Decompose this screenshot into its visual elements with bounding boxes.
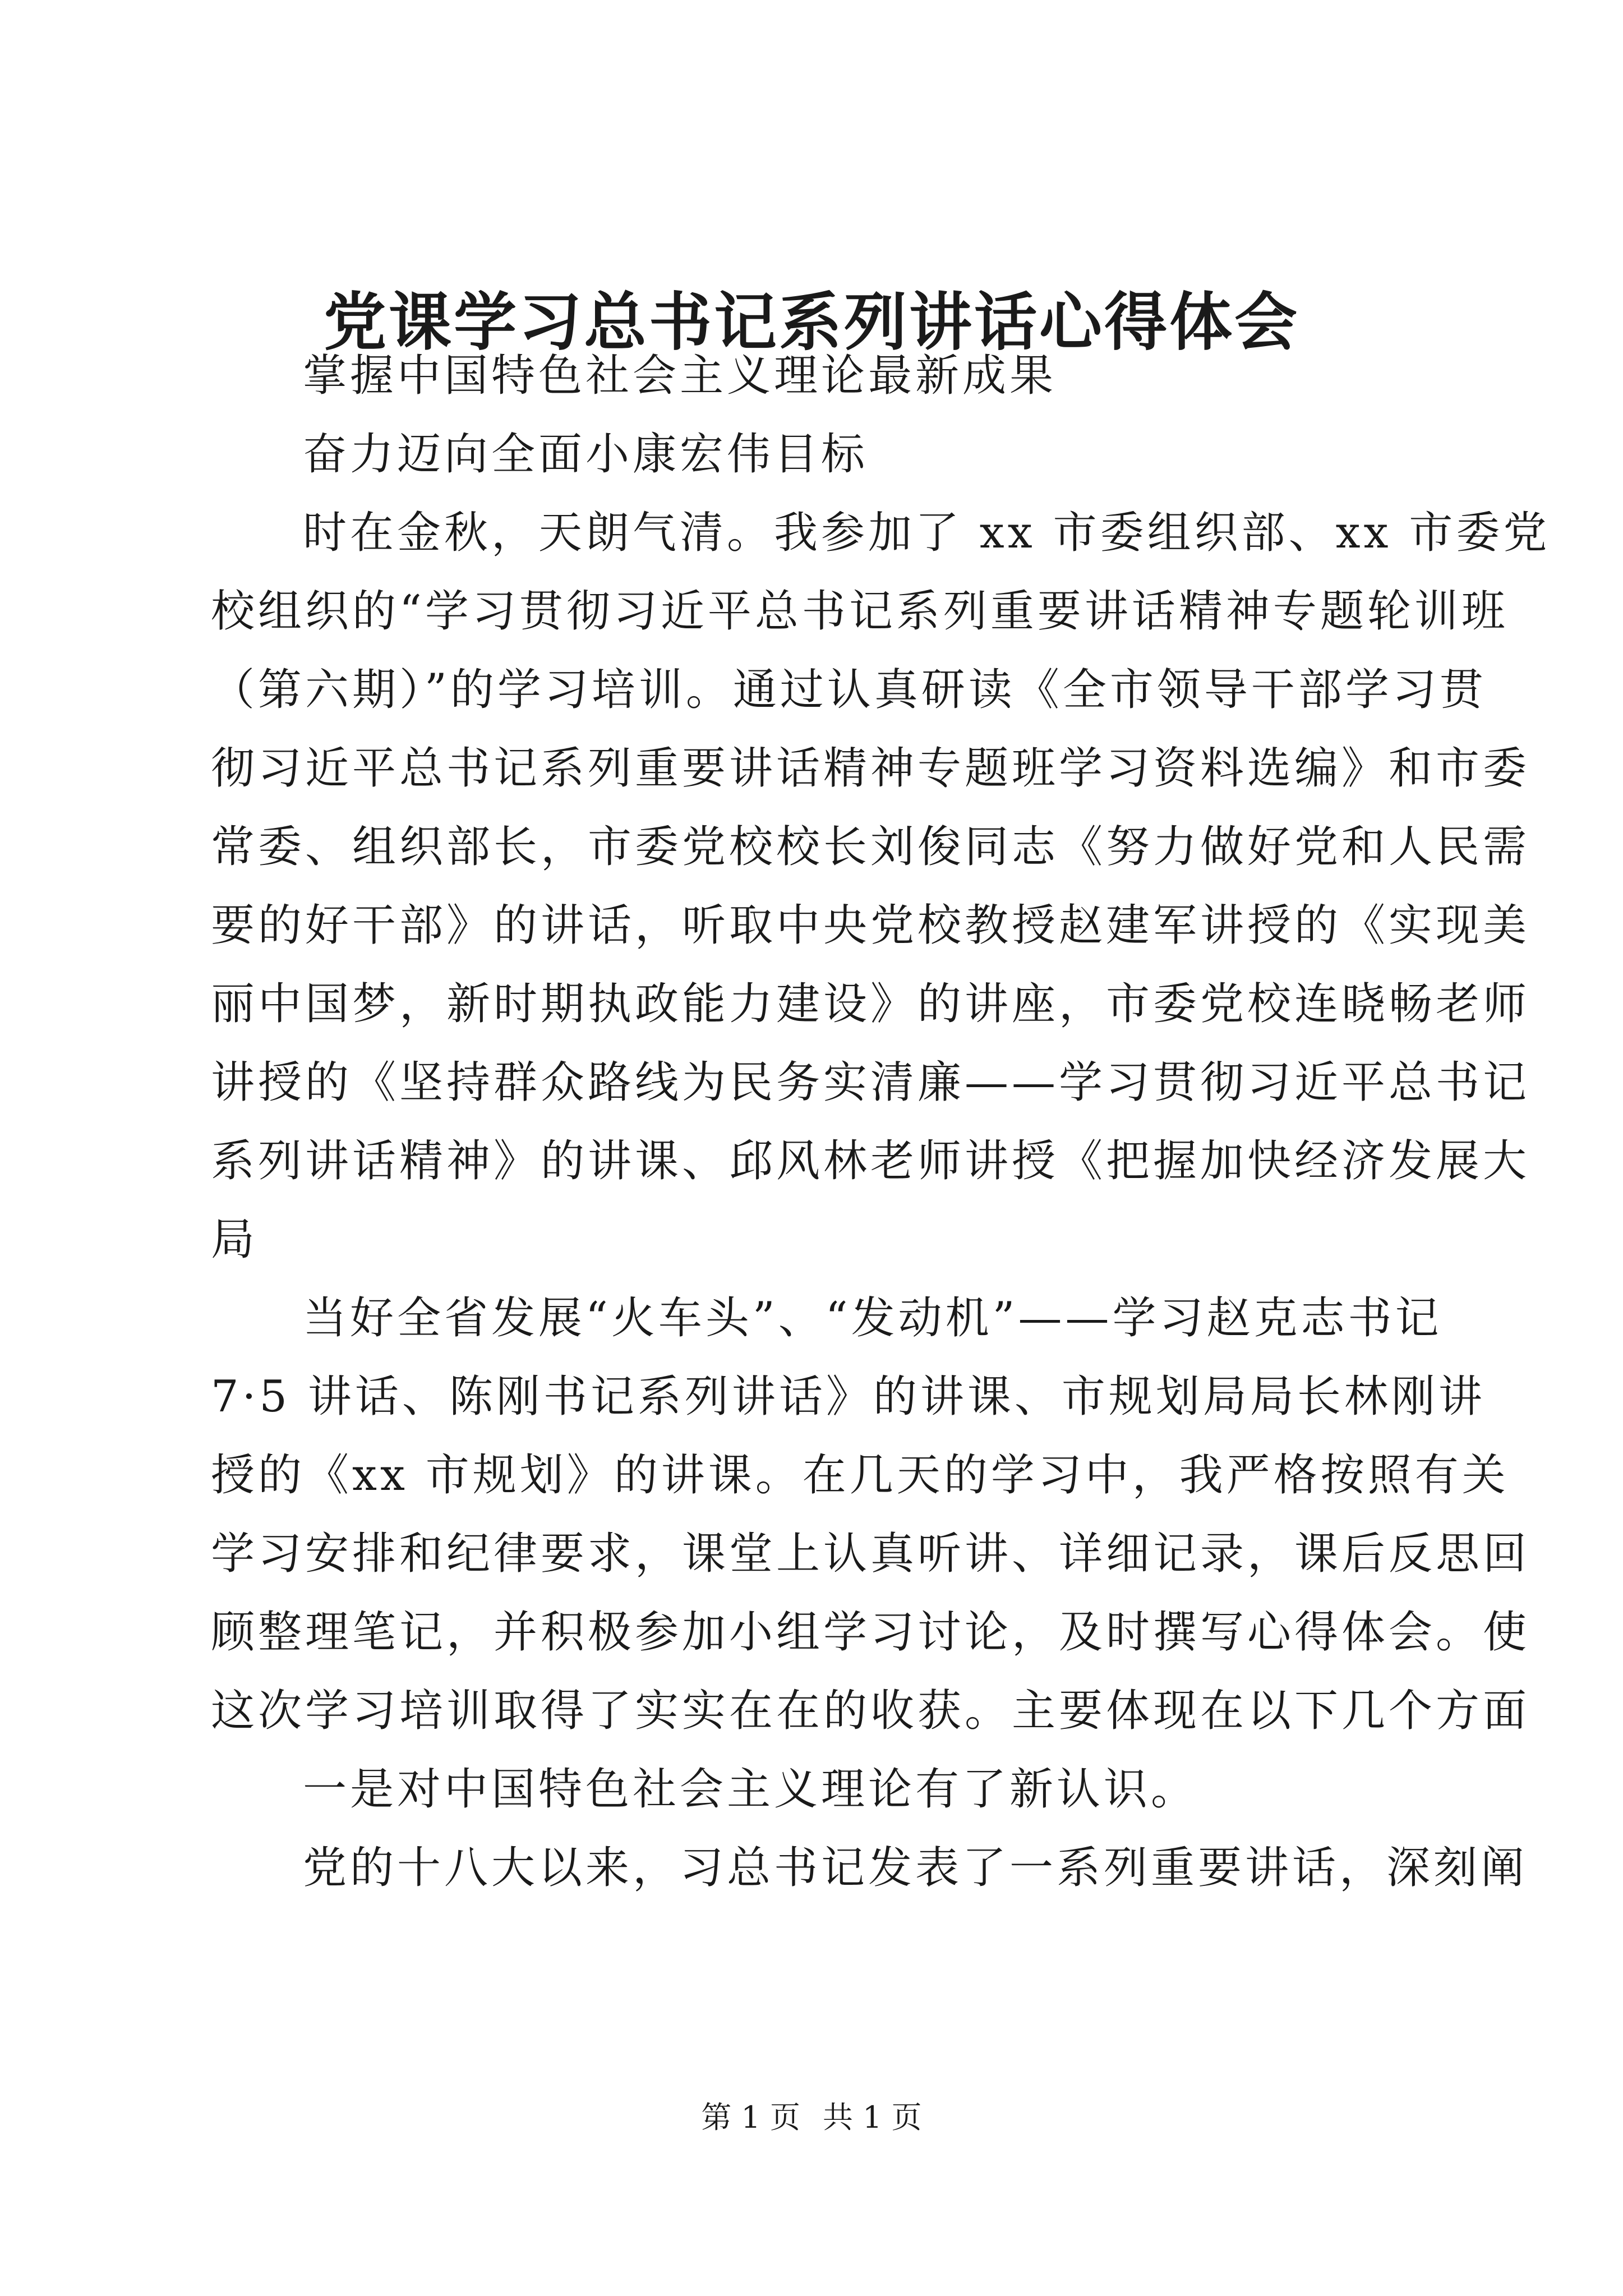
paragraph-line: 学习安排和纪律要求，课堂上认真听讲、详细记录，课后反思回 [211, 1529, 1530, 1579]
paragraph-line: 常委、组织部长，市委党校校长刘俊同志《努力做好党和人民需 [211, 822, 1530, 872]
paragraph-line: 丽中国梦，新时期执政能力建设》的讲座，市委党校连晓畅老师 [211, 979, 1530, 1029]
paragraph-line: 授的《xx 市规划》的讲课。在几天的学习中，我严格按照有关 [211, 1450, 1509, 1501]
subtitle-line-2: 奋力迈向全面小康宏伟目标 [303, 429, 869, 480]
paragraph-line: 校组织的“学习贯彻习近平总书记系列重要讲话精神专题轮训班 [211, 586, 1509, 637]
page-number-total: 共 1 页 [823, 2100, 922, 2135]
paragraph-line: 党的十八大以来，习总书记发表了一系列重要讲话，深刻阐 [303, 1843, 1528, 1893]
paragraph-line: 一是对中国特色社会主义理论有了新认识。 [303, 1764, 1198, 1815]
paragraph-line: 当好全省发展“火车头”、“发动机”——学习赵克志书记 [303, 1293, 1442, 1343]
paragraph-line: 时在金秋，天朗气清。我参加了 xx 市委组织部、xx 市委党 [303, 508, 1551, 558]
page-footer [0, 2098, 1623, 2137]
paragraph-line: 讲授的《坚持群众路线为民务实清廉——学习贯彻习近平总书记 [211, 1057, 1530, 1108]
paragraph-line: 要的好干部》的讲话，听取中央党校教授赵建军讲授的《实现美 [211, 900, 1530, 951]
subtitle-line-1: 掌握中国特色社会主义理论最新成果 [303, 351, 1057, 401]
document-title: 党课学习总书记系列讲话心得体会 [324, 286, 1299, 359]
paragraph-line: 系列讲话精神》的讲课、邱风林老师讲授《把握加快经济发展大 [211, 1136, 1530, 1186]
paragraph-line: （第六期）”的学习培训。通过认真研读《全市领导干部学习贯 [211, 665, 1487, 715]
paragraph-line: 顾整理笔记，并积极参加小组学习讨论，及时撰写心得体会。使 [211, 1607, 1530, 1658]
paragraph-line: 局 [211, 1214, 259, 1265]
paragraph-line: 7·5 讲话、陈刚书记系列讲话》的讲课、市规划局局长林刚讲 [211, 1372, 1486, 1422]
paragraph-line: 这次学习培训取得了实实在在的收获。主要体现在以下几个方面 [211, 1686, 1530, 1736]
paragraph-line: 彻习近平总书记系列重要讲话精神专题班学习资料选编》和市委 [211, 743, 1530, 794]
page-number-current: 第 1 页 [701, 2100, 800, 2135]
